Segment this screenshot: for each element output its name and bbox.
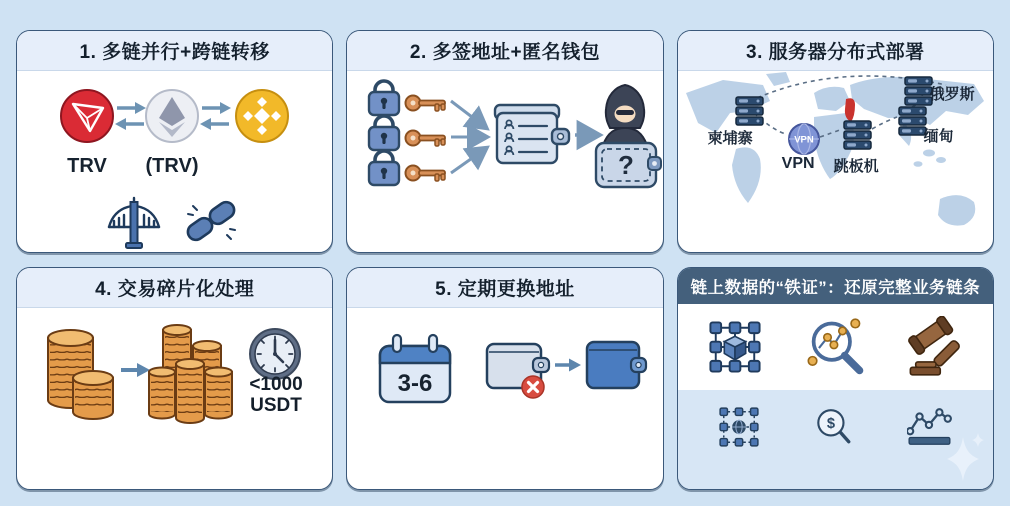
panel1-body — [17, 71, 332, 253]
multisig-wallet-icon — [495, 105, 569, 163]
question-mark-label: ? — [618, 150, 635, 180]
panel-transaction-fragmentation — [16, 267, 333, 490]
panel2-body — [347, 71, 662, 253]
network-nodes-icon — [718, 406, 760, 448]
calendar-range-label: 3-6 — [397, 370, 433, 397]
limit-line2: USDT — [250, 395, 302, 416]
broken-chain-icon — [185, 199, 237, 243]
key-icon — [406, 131, 446, 147]
coin-stack-large — [48, 330, 113, 419]
key-icon — [406, 96, 446, 112]
bridge-icon — [109, 198, 159, 248]
panel-address-rotation — [346, 267, 663, 490]
panel2-graphic — [347, 71, 663, 253]
panel6-secondary-icons — [678, 390, 993, 489]
server-stack-russia — [905, 77, 932, 105]
vpn-globe-icon — [789, 124, 819, 154]
swap-arrows-icon — [200, 102, 231, 130]
ethereum-coin-icon — [146, 90, 198, 142]
key-icon — [406, 166, 446, 182]
panel5-graphic — [347, 308, 663, 490]
coin-stacks-fragmented — [149, 325, 232, 423]
tron-coin-icon — [61, 90, 113, 142]
limit-amount-label — [243, 374, 309, 416]
anonymous-wallet-icon — [596, 143, 661, 187]
hacker-icon — [603, 85, 647, 145]
lock-icon — [369, 116, 399, 150]
tron-chain-label: TRV — [67, 155, 107, 177]
panel6-main-icons — [678, 304, 993, 390]
old-wallet-icon — [487, 344, 549, 398]
panel5-body — [347, 308, 662, 490]
lock-key-rows — [369, 81, 445, 185]
eth-chain-label: (TRV) — [145, 155, 199, 177]
map-label-jump-server: 跳板机 — [833, 158, 879, 175]
vpn-badge-label: VPN — [793, 134, 814, 146]
panel5-title: 5. 定期更换地址 — [347, 268, 662, 308]
binance-coin-icon — [236, 90, 288, 142]
server-stack-cambodia — [736, 97, 763, 125]
swap-arrows-icon — [115, 102, 146, 130]
panel6-title: 链上数据的“铁证”：还原完整业务链条 — [678, 268, 993, 304]
lock-icon — [369, 151, 399, 185]
cross-badge-icon — [522, 376, 544, 398]
limit-line1: <1000 — [249, 374, 303, 395]
blockchain-network-icon — [704, 316, 766, 378]
panel3-body — [678, 71, 993, 253]
panel4-title: 4. 交易碎片化处理 — [17, 268, 332, 308]
panel4-body — [17, 308, 332, 490]
calendar-icon — [380, 335, 450, 402]
lock-icon — [369, 81, 399, 115]
arrow-icon — [555, 359, 581, 372]
panel1-title: 1. 多链并行+跨链转移 — [17, 31, 332, 71]
panel-onchain-evidence — [677, 267, 994, 490]
map-label-russia: 俄罗斯 — [929, 86, 975, 103]
clock-icon — [250, 329, 300, 379]
new-wallet-icon — [587, 342, 646, 388]
panel-multichain-transfer — [16, 30, 333, 253]
map-label-vpn: VPN — [781, 155, 815, 172]
panel-distributed-servers — [677, 30, 994, 253]
panel-multisig-anonymous-wallet — [346, 30, 663, 253]
panel2-title: 2. 多签地址+匿名钱包 — [347, 31, 662, 71]
sparkle-icon — [941, 431, 987, 489]
dollar-magnifier-icon — [812, 406, 854, 448]
panel3-title: 3. 服务器分布式部署 — [678, 31, 993, 71]
converging-arrows — [451, 101, 485, 173]
analysis-magnifier-icon — [804, 316, 866, 378]
map-label-myanmar: 缅甸 — [923, 128, 954, 145]
server-stack-myanmar — [899, 107, 926, 135]
dollar-sign-label: $ — [827, 416, 836, 433]
gavel-icon — [905, 316, 967, 378]
map-label-cambodia: 柬埔寨 — [707, 130, 753, 147]
server-stack-jump — [844, 121, 871, 149]
arrow-icon — [121, 363, 150, 377]
